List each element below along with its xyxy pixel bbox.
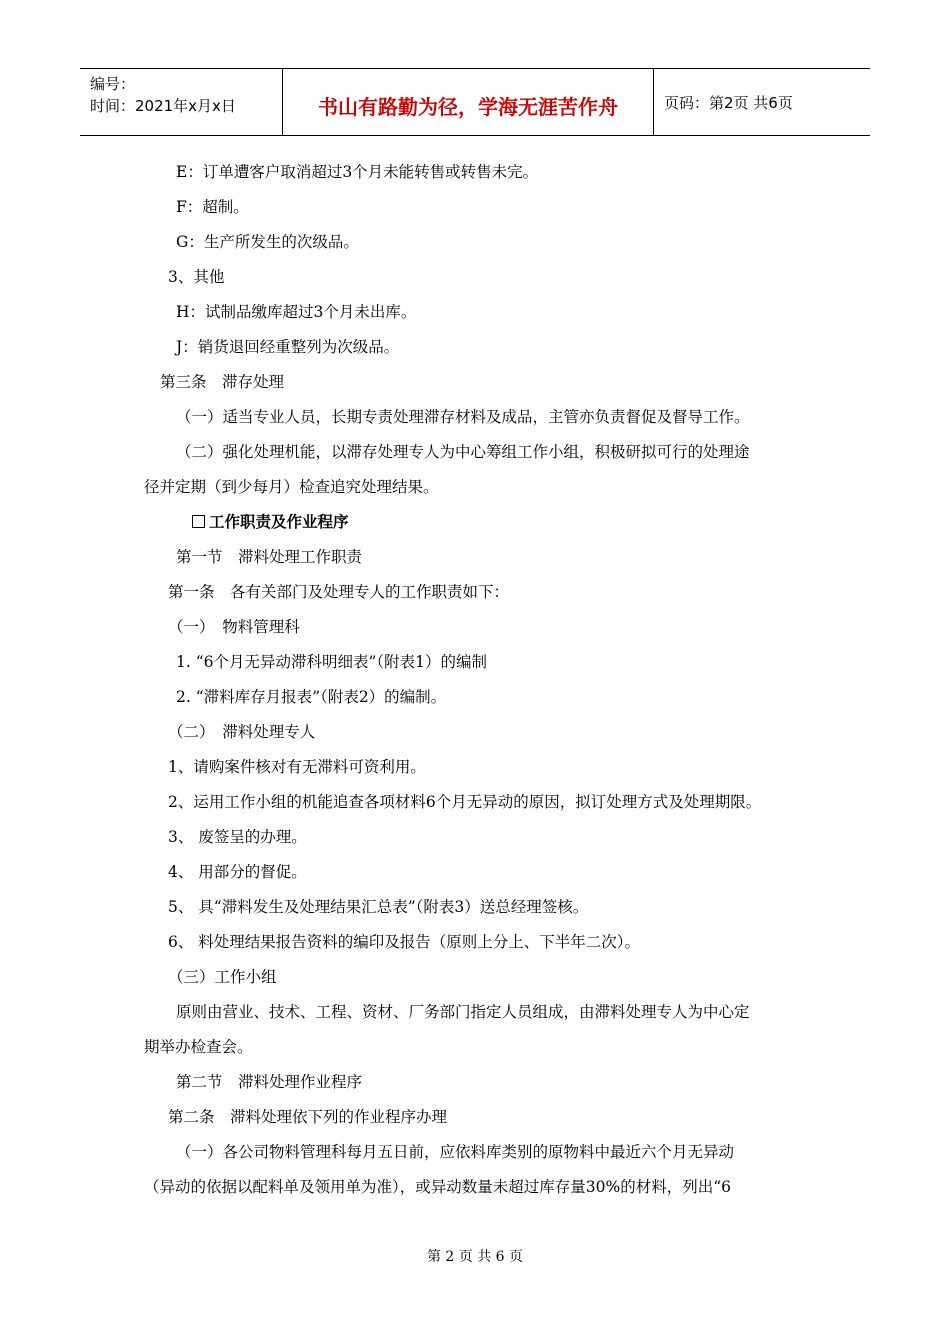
text-line: 6、 料处理结果报告资料的编印及报告（原则上分上、下半年二次）。: [168, 933, 641, 951]
text-line: 径并定期（到少每月）检查追究处理结果。: [144, 478, 439, 496]
text-line: 1、请购案件核对有无滞料可资利用。: [168, 758, 426, 776]
header-right: [654, 69, 870, 135]
text-line: （异动的依据以配料单及领用单为准），或异动数量未超过库存量30%的材料，列出“6: [144, 1178, 731, 1196]
text-line: （一）各公司物料管理科每月五日前，应依料库类别的原物料中最近六个月无异动: [176, 1143, 735, 1161]
text-line: （三）工作小组: [168, 968, 277, 986]
text-line: H：试制品缴库超过3个月未出库。: [176, 303, 417, 321]
article-title: 第三条 滞存处理: [160, 373, 285, 391]
checkbox-square-icon: [192, 515, 205, 528]
page-header: [80, 68, 870, 136]
section-title: 第一节 滞料处理工作职责: [176, 548, 363, 566]
article-title: 第二条 滞料处理依下列的作业程序办理: [168, 1108, 448, 1126]
text-line: 1. “6个月无异动滞科明细表”（附表1）的编制: [176, 653, 488, 671]
text-line: 原则由营业、技术、工程、资材、厂务部门指定人员组成，由滞料处理专人为中心定: [176, 1003, 750, 1021]
text-line: G：生产所发生的次级品。: [176, 233, 359, 251]
header-motto: [282, 69, 654, 135]
text-line: J：销货退回经重整列为次级品。: [176, 338, 400, 356]
page-footer: 第 2 页 共 6 页: [426, 1249, 524, 1265]
header-left: [80, 69, 282, 135]
text-line: 3、 废签呈的办理。: [168, 828, 307, 846]
section-heading: [192, 512, 349, 532]
text-line: 期举办检查会。: [144, 1038, 253, 1056]
motto-text: 书山有路勤为径，学海无涯苦作舟: [318, 94, 618, 119]
text-line: 4、 用部分的督促。: [168, 863, 307, 881]
text-line: （二）强化处理机能，以滞存处理专人为中心筹组工作小组，积极研拟可行的处理途: [176, 443, 750, 461]
document-number: 编号：: [90, 75, 136, 93]
section-heading-text: 工作职责及作业程序: [209, 513, 349, 531]
text-line: E：订单遭客户取消超过3个月未能转售或转售未完。: [176, 163, 539, 181]
page-indicator: 页码：第2页 共6页: [664, 93, 793, 112]
text-line: 2、运用工作小组的机能追查各项材料6个月无异动的原因，拟订处理方式及处理期限。: [168, 793, 762, 811]
text-line: 5、 具“滞料发生及处理结果汇总表”（附表3）送总经理签核。: [168, 898, 589, 916]
article-title: 第一条 各有关部门及处理专人的工作职责如下：: [168, 583, 510, 601]
text-line: 3、其他: [168, 268, 225, 286]
text-line: （一）适当专业人员，长期专责处理滞存材料及成品，主管亦负责督促及督导工作。: [176, 408, 750, 426]
section-title: 第二节 滞料处理作业程序: [176, 1073, 363, 1091]
text-line: （一） 物料管理科: [168, 618, 300, 636]
text-line: （二） 滞料处理专人: [168, 723, 316, 741]
document-time: 时间：2021年x月x日: [90, 97, 236, 115]
text-line: 2. “滞料库存月报表”（附表2）的编制。: [176, 688, 447, 706]
text-line: F：超制。: [176, 198, 249, 216]
